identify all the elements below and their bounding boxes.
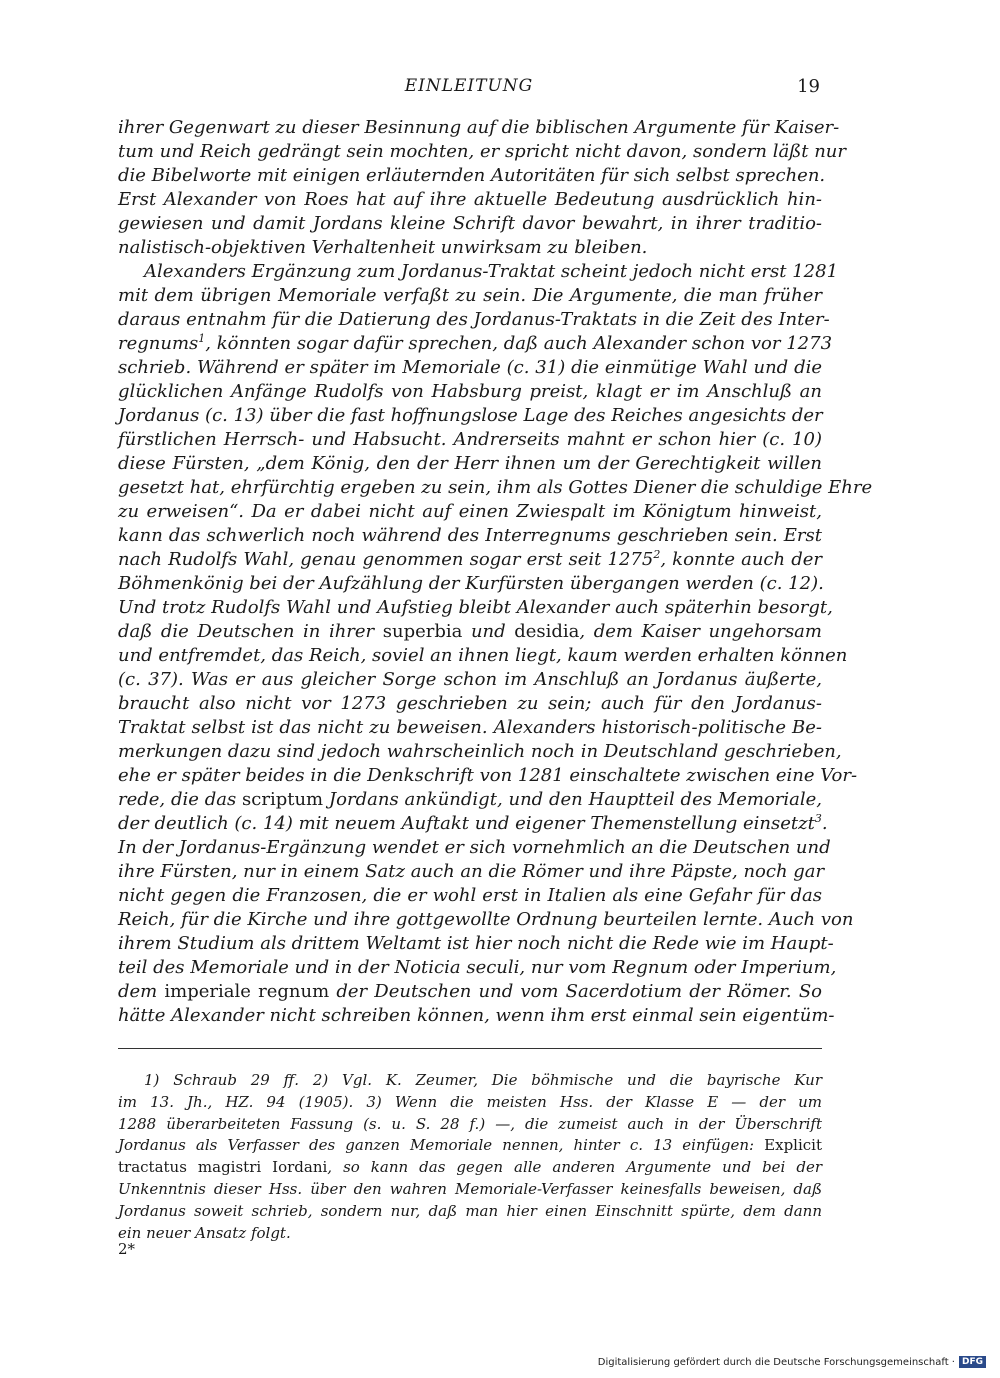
text-segment: . — [821, 813, 828, 834]
footnote-line: Unkenntnis dieser Hss. über den wahren Memoriale-Verfasser keinesfalls beweisen, daß — [118, 1179, 822, 1198]
text-segment: Jordans ankündigt, und den Hauptteil des Memoriale, — [323, 789, 822, 810]
text-segment: , konnte auch der — [660, 549, 822, 570]
text-segment: rede, die das — [118, 789, 243, 810]
body-line — [118, 332, 833, 356]
body-line: Erst Alexander von Roes hat auf ihre aktuelle Bedeutung ausdrücklich hin- — [118, 189, 822, 210]
footnotes — [118, 1070, 822, 1244]
latin-term: imperiale regnum — [164, 981, 330, 1002]
body-line: Jordanus (c. 13) über die fast hoffnungslose Lage des Reiches angesichts der — [118, 405, 823, 426]
body-line: Alexanders Ergänzung zum Jordanus-Traktat scheint jedoch nicht erst 1281 — [144, 261, 839, 282]
body-line — [118, 620, 822, 644]
body-line: Reich, für die Kirche und ihre gottgewollte Ordnung beurteilen lernte. Auch von — [118, 909, 854, 930]
latin-term: scriptum — [242, 789, 324, 810]
text-segment: nach Rudolfs Wahl, genau genommen sogar erst seit 1275 — [118, 549, 654, 570]
latin-term: tractatus magistri Iordani — [118, 1158, 328, 1177]
body-line: schrieb. Während er später im Memoriale (c. 31) die einmütige Wahl und die — [118, 357, 822, 378]
text-segment: regnums — [118, 333, 199, 354]
digitization-text: Digitalisierung gefördert durch die Deutsche Forschungsgemeinschaft · — [597, 1356, 955, 1368]
body-line: hätte Alexander nicht schreiben können, wenn ihm erst einmal sein eigentüm- — [118, 1005, 835, 1026]
body-line: und entfremdet, das Reich, soviel an ihnen liegt, kaum werden erhalten können — [118, 645, 848, 666]
body-line: teil des Memoriale und in der Noticia seculi, nur vom Regnum oder Imperium, — [118, 957, 837, 978]
body-text — [118, 116, 873, 1028]
text-segment: , könnten sogar dafür sprechen, daß auch Alexander schon vor 1273 — [205, 333, 833, 354]
body-line: die Bibelworte mit einigen erläuternden Autoritäten für sich selbst sprechen. — [118, 165, 826, 186]
text-segment: , dem Kaiser ungehorsam — [579, 621, 822, 642]
body-line: (c. 37). Was er aus gleicher Sorge schon im Anschluß an Jordanus äußerte, — [118, 669, 822, 690]
text-segment: und — [462, 621, 515, 642]
body-line — [118, 548, 822, 572]
footnote-line: ein neuer Ansatz folgt. — [118, 1223, 291, 1242]
body-line: daraus entnahm für die Datierung des Jordanus-Traktats in die Zeit des Inter- — [118, 309, 830, 330]
dfg-logo-icon: DFG — [959, 1356, 986, 1368]
body-line: kann das schwerlich noch während des Interregnums geschrieben sein. Erst — [118, 525, 822, 546]
body-line: nalistisch-objektiven Verhaltenheit unwirksam zu bleiben. — [118, 237, 648, 258]
body-line: ihrem Studium als drittem Weltamt ist hier noch nicht die Rede wie im Haupt- — [118, 933, 834, 954]
body-line: tum und Reich gedrängt sein mochten, er spricht nicht davon, sondern läßt nur — [118, 141, 846, 162]
body-line: diese Fürsten, „dem König, den der Herr ihnen um der Gerechtigkeit willen — [118, 453, 822, 474]
text-segment: der deutlich (c. 14) mit neuem Auftakt und eigener Themenstellung einsetzt — [118, 813, 815, 834]
text-segment: Jordanus als Verfasser des ganzen Memoriale nennen, hinter c. 13 einfügen: — [118, 1136, 765, 1155]
body-line: gesetzt hat, ehrfürchtig ergeben zu sein, ihm als Gottes Diener die schuldige Ehre — [118, 477, 873, 498]
running-title: EINLEITUNG — [404, 76, 534, 96]
body-line: ihre Fürsten, nur in einem Satz auch an die Römer und ihre Päpste, noch gar — [118, 861, 825, 882]
body-line: mit dem übrigen Memoriale verfaßt zu sein. Die Argumente, die man früher — [118, 285, 822, 306]
body-line: In der Jordanus-Ergänzung wendet er sich vornehmlich an die Deutschen und — [118, 837, 831, 858]
footnote-ref: 1 — [198, 332, 206, 345]
page-number: 19 — [797, 76, 820, 97]
footnote-divider — [118, 1048, 822, 1049]
signature-mark: 2* — [118, 1240, 136, 1258]
footnote-ref: 2 — [653, 548, 661, 561]
footnote-line: 1288 überarbeiteten Fassung (s. u. S. 28 f.) —, die zumeist auch in der Überschrift — [118, 1114, 822, 1133]
body-line: Traktat selbst ist das nicht zu beweisen. Alexanders historisch-politische Be- — [118, 717, 822, 738]
text-segment: , so kann das gegen alle anderen Argumente und bei der — [327, 1158, 822, 1177]
body-line — [118, 812, 828, 836]
body-line — [118, 980, 822, 1004]
latin-term: superbia — [382, 621, 463, 642]
body-line: gewiesen und damit Jordans kleine Schrift davor bewahrt, in ihrer traditio- — [118, 213, 822, 234]
body-line: Böhmenkönig bei der Aufzählung der Kurfürsten übergangen werden (c. 12). — [118, 573, 824, 594]
body-line: ihrer Gegenwart zu dieser Besinnung auf die biblischen Argumente für Kaiser- — [118, 117, 840, 138]
text-segment: dem — [118, 981, 165, 1002]
body-line: fürstlichen Herrsch- und Habsucht. Andrerseits mahnt er schon hier (c. 10) — [118, 429, 822, 450]
body-line: zu erweisen“. Da er dabei nicht auf einen Zwiespalt im Königtum hinweist, — [118, 501, 822, 522]
footnote-line — [118, 1135, 822, 1157]
body-line: nicht gegen die Franzosen, die er wohl erst in Italien als eine Gefahr für das — [118, 885, 822, 906]
body-line: Und trotz Rudolfs Wahl und Aufstieg bleibt Alexander auch späterhin besorgt, — [118, 597, 833, 618]
footnote-line: im 13. Jh., HZ. 94 (1905). 3) Wenn die meisten Hss. der Klasse E — der um — [118, 1092, 822, 1111]
body-line: braucht also nicht vor 1273 geschrieben zu sein; auch für den Jordanus- — [118, 693, 822, 714]
body-line: glücklichen Anfänge Rudolfs von Habsburg preist, klagt er im Anschluß an — [118, 381, 822, 402]
text-segment: der Deutschen und vom Sacerdotium der Römer. So — [329, 981, 822, 1002]
body-line: ehe er später beides in die Denkschrift von 1281 einschaltete zwischen eine Vor- — [118, 765, 858, 786]
body-line: merkungen dazu sind jedoch wahrscheinlich noch in Deutschland geschrieben, — [118, 741, 842, 762]
latin-term: desidia — [514, 621, 580, 642]
footnote-line: Jordanus soweit schrieb, sondern nur, daß man hier einen Einschnitt spürte, dem dann — [118, 1201, 822, 1220]
footnote-line: 1) Schraub 29 ff. 2) Vgl. K. Zeumer, Die böhmische und die bayrische Kur — [144, 1071, 822, 1089]
latin-term: Explicit — [764, 1136, 822, 1155]
digitization-credit — [598, 1356, 986, 1368]
body-line — [118, 788, 822, 812]
footnote-line — [118, 1157, 822, 1179]
text-segment: daß die Deutschen in ihrer — [118, 621, 383, 642]
page-header — [118, 76, 820, 100]
footnote-ref: 3 — [814, 812, 822, 825]
